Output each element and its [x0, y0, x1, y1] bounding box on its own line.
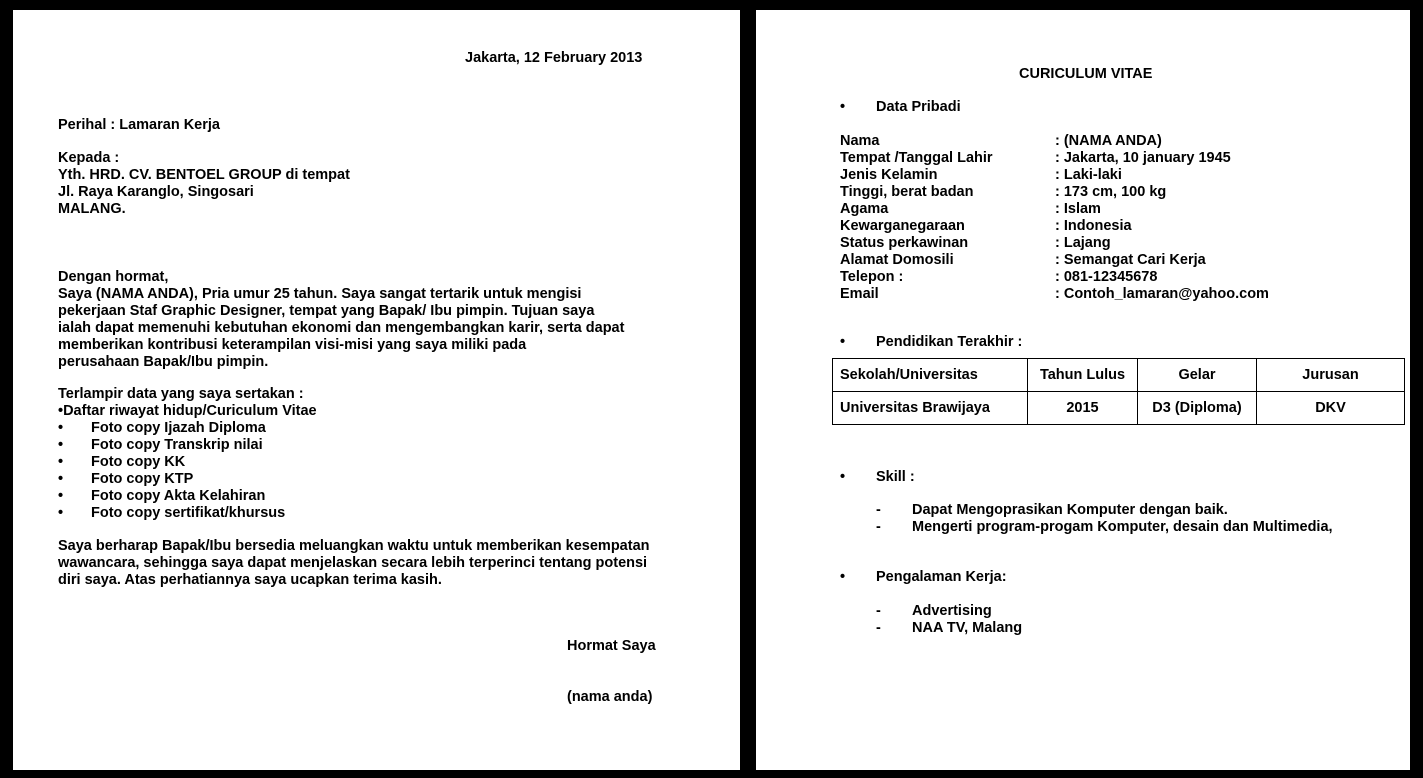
recipient-line: Jl. Raya Karanglo, Singosari: [58, 184, 254, 200]
field-value: : Lajang: [1055, 235, 1111, 251]
table-header-row: [833, 359, 1405, 392]
table-cell: Universitas Brawijaya: [833, 392, 1028, 425]
table-header-cell: Tahun Lulus: [1028, 359, 1138, 392]
field-label: Email: [840, 286, 879, 302]
attachments-list: • Foto copy Ijazah Diploma • Foto copy Transkrip nilai • Foto copy KK • Foto copy KTP • Foto copy Akta Kelahiran • Foto copy sertifikat/khursus: [58, 420, 286, 521]
education-table: [832, 358, 1405, 425]
experience-list: - Advertising - NAA TV, Malang: [876, 603, 1023, 636]
dash-icon: -: [876, 519, 881, 535]
closing-line: Saya berharap Bapak/Ibu bersedia meluangkan waktu untuk memberikan kesempatan: [58, 538, 650, 554]
body-line: perusahaan Bapak/Ibu pimpin.: [58, 354, 269, 370]
field-value: : 081-12345678: [1055, 269, 1158, 285]
cv-title: CURICULUM VITAE: [1019, 66, 1153, 82]
field-value: : (NAMA ANDA): [1055, 133, 1162, 149]
bullet-icon: •: [840, 334, 846, 350]
bullet-icon: •: [58, 505, 64, 521]
letter-body: [58, 269, 624, 371]
bullet-icon: •: [840, 569, 846, 585]
field-value: : Semangat Cari Kerja: [1055, 252, 1206, 268]
table-header-cell: Gelar: [1138, 359, 1257, 392]
field-label: Tinggi, berat badan: [840, 184, 974, 200]
field-label: Telepon :: [840, 269, 904, 285]
recipient-line: Kepada :: [58, 150, 120, 166]
body-line: pekerjaan Staf Graphic Designer, tempat yang Bapak/ Ibu pimpin. Tujuan saya: [58, 303, 595, 319]
table-cell: DKV: [1257, 392, 1405, 425]
field-label: Nama: [840, 133, 880, 149]
field-label: Kewarganegaraan: [840, 218, 965, 234]
dash-icon: -: [876, 502, 881, 518]
bullet-icon: •: [840, 99, 846, 115]
bullet-icon: •: [58, 454, 64, 470]
field-label: Jenis Kelamin: [840, 167, 938, 183]
table-header-cell: Sekolah/Universitas: [833, 359, 1028, 392]
letter-signature: (nama anda): [567, 689, 653, 705]
body-line: Dengan hormat,: [58, 269, 169, 285]
table-row: [833, 392, 1405, 425]
bullet-icon: •: [58, 471, 64, 487]
bullet-icon: •: [58, 437, 64, 453]
body-line: Saya (NAMA ANDA), Pria umur 25 tahun. Saya sangat tertarik untuk mengisi: [58, 286, 582, 302]
letter-subject: Perihal : Lamaran Kerja: [58, 117, 220, 133]
field-value: : 173 cm, 100 kg: [1055, 184, 1167, 200]
table-header-cell: Jurusan: [1257, 359, 1405, 392]
field-label: Tempat /Tanggal Lahir: [840, 150, 993, 166]
field-label: Status perkawinan: [840, 235, 969, 251]
cover-letter-page: [13, 10, 740, 770]
letter-regards: Hormat Saya: [567, 638, 656, 654]
field-value: : Laki-laki: [1055, 167, 1122, 183]
letter-recipient: [58, 150, 350, 218]
bullet-icon: •: [58, 488, 64, 504]
skills-list: - Dapat Mengoprasikan Komputer dengan baik. - Mengerti program-progam Komputer, desain dan Multimedia,: [876, 502, 1333, 535]
closing-line: diri saya. Atas perhatiannya saya ucapkan terima kasih.: [58, 572, 442, 588]
field-value: : Indonesia: [1055, 218, 1132, 234]
bullet-icon: •: [840, 469, 846, 485]
recipient-line: MALANG.: [58, 201, 126, 217]
field-value: : Jakarta, 10 january 1945: [1055, 150, 1231, 166]
letter-date: Jakarta, 12 February 2013: [465, 50, 643, 66]
letter-closing: [58, 538, 650, 589]
personal-data-list: [840, 133, 1400, 303]
table-cell: 2015: [1028, 392, 1138, 425]
field-value: : Islam: [1055, 201, 1101, 217]
closing-line: wawancara, sehingga saya dapat menjelaskan secara lebih terperinci tentang potensi: [58, 555, 648, 571]
table-cell: D3 (Diploma): [1138, 392, 1257, 425]
attachment-item: •Daftar riwayat hidup/Curiculum Vitae: [58, 403, 317, 419]
cv-page: CURICULUM VITAE • Data Pribadi Nama : (NAMA ANDA) Tempat /Tanggal Lahir : Jakarta, 10 january 1945 Jenis Kelamin : Laki-laki Tinggi, berat badan : 173 cm, 100 kg Agama : Islam Kewarganegaraan : Indonesia Status perkawinan : Lajang Alamat Domosili : Semangat Cari Kerja Telepon : : 081-12345678 Email : Contoh_lamaran@yahoo.com • Pendidikan Terakhir : Sekolah/Universitas Tahun Lulus Gelar Jurusan Universitas Brawijaya 2015 D3 (Diploma) DKV • Skill : - Dapat Mengoprasikan Komputer dengan baik. - Mengerti program-progam Komputer, desain dan Multimedia, • Pengalaman Kerja: - Advertising - NAA TV, Malang: [756, 10, 1410, 770]
body-line: ialah dapat memenuhi kebutuhan ekonomi dan mengembangkan karir, serta dapat: [58, 320, 625, 336]
body-line: memberikan kontribusi keterampilan visi-misi yang saya miliki pada: [58, 337, 527, 353]
field-value: : Contoh_lamaran@yahoo.com: [1055, 286, 1269, 302]
recipient-line: Yth. HRD. CV. BENTOEL GROUP di tempat: [58, 167, 350, 183]
field-label: Alamat Domosili: [840, 252, 954, 268]
dash-icon: -: [876, 620, 881, 636]
attachments-intro: Terlampir data yang saya sertakan :: [58, 386, 304, 402]
field-label: Agama: [840, 201, 889, 217]
bullet-icon: •: [58, 420, 64, 436]
dash-icon: -: [876, 603, 881, 619]
